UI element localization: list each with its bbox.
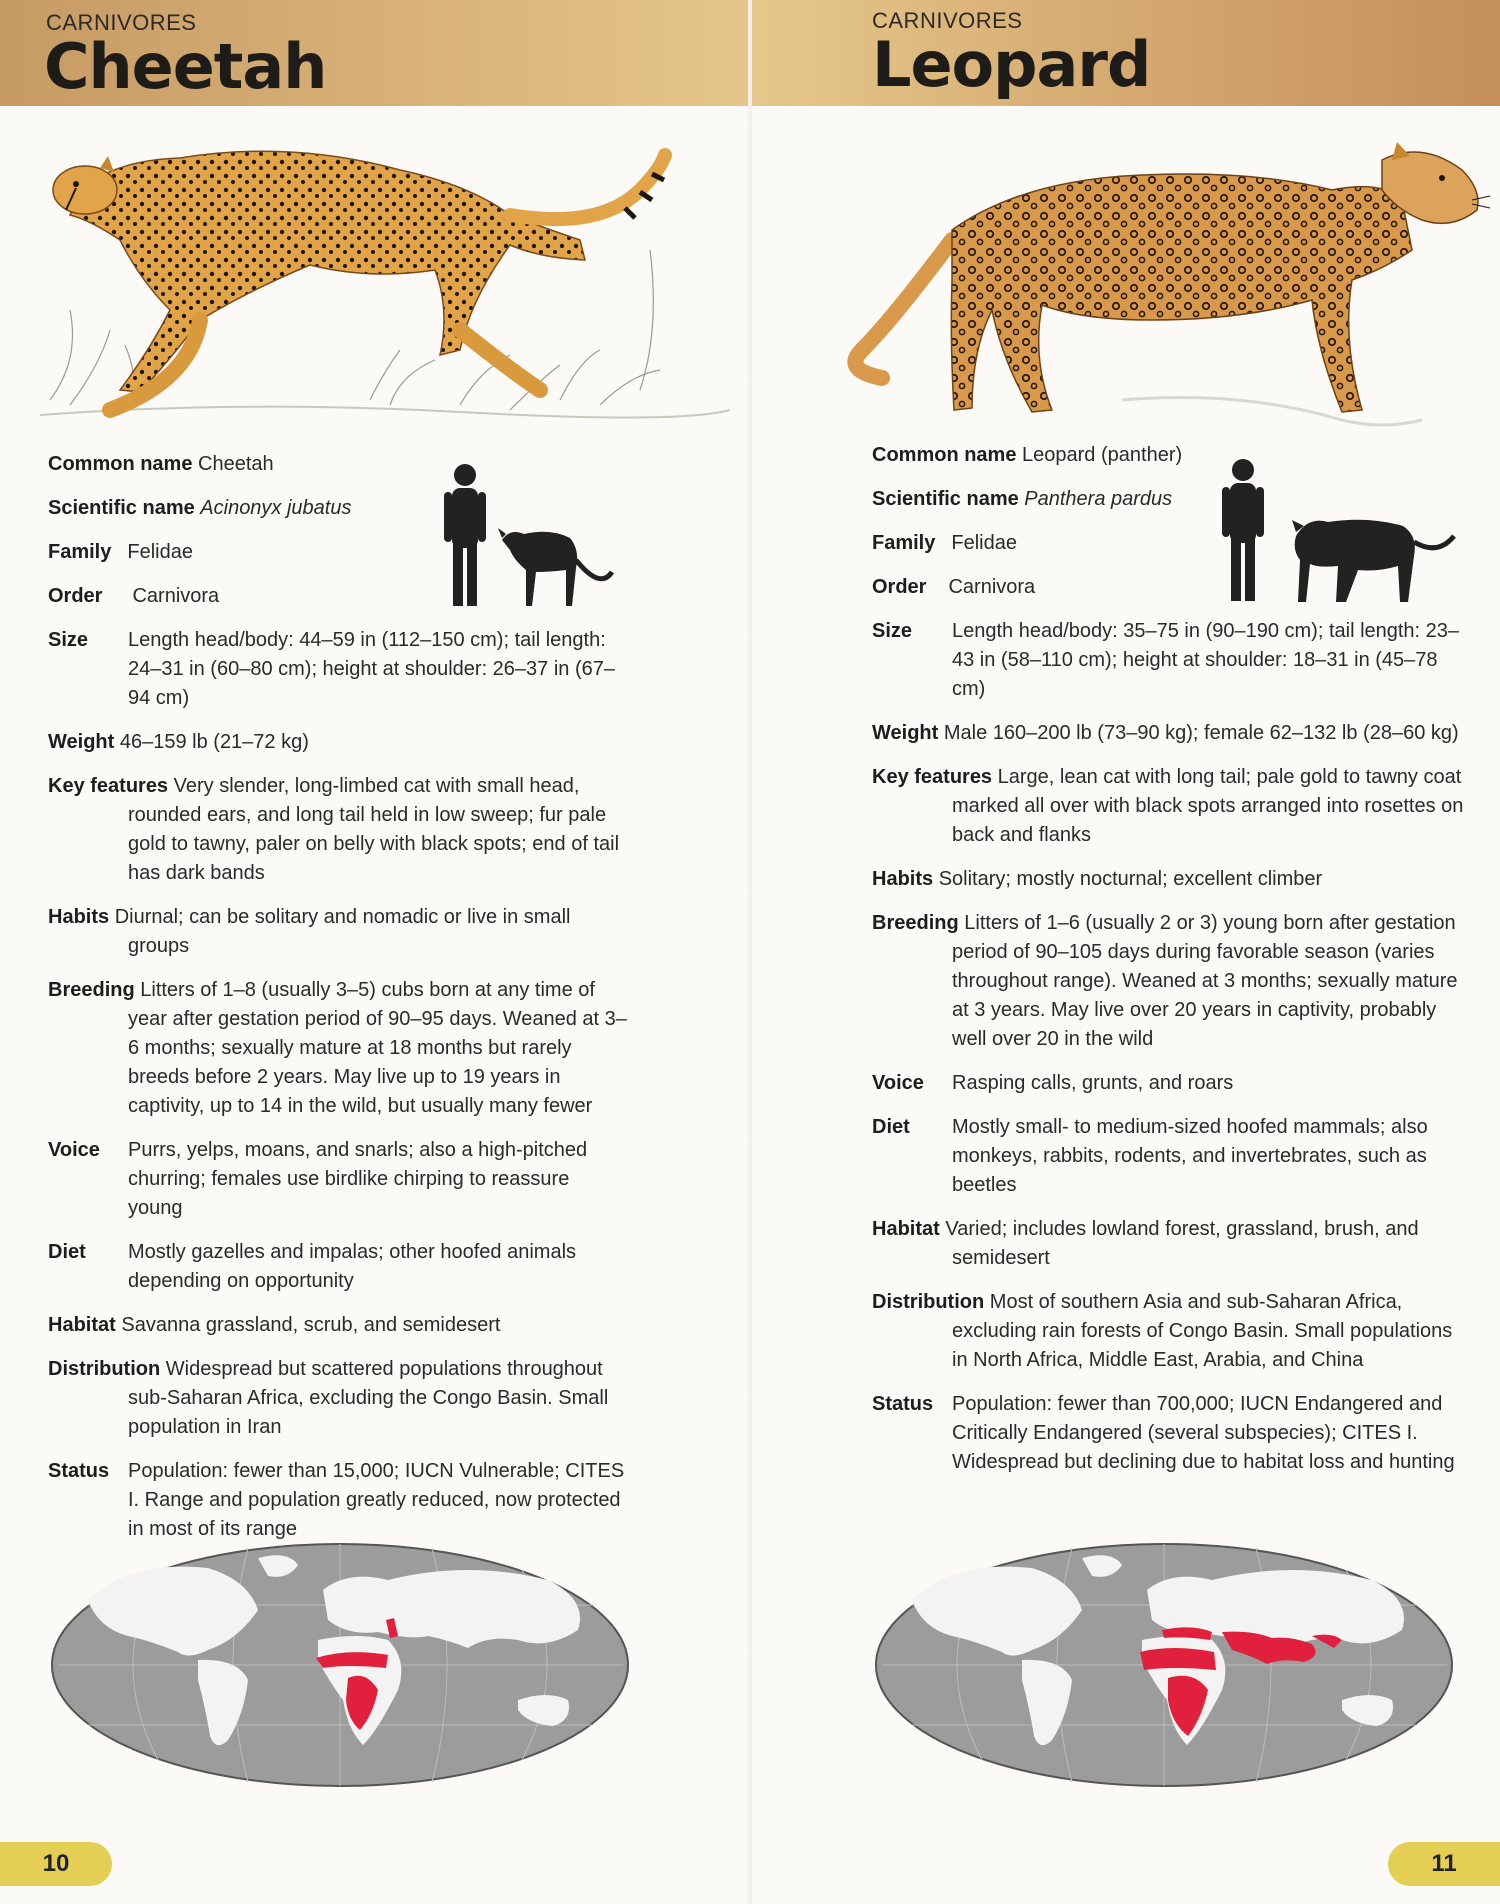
fact-distribution: Distribution Most of southern Asia and sub-Saharan Africa, excluding rain forests of Congo Basin. Small populations in North Africa, Middle East, Arabia, and China (872, 1291, 1453, 1371)
fact-habits: Habits Solitary; mostly nocturnal; excellent climber (872, 868, 1323, 890)
fact-weight: Weight Male 160–200 lb (73–90 kg); female 62–132 lb (28–60 kg) (872, 722, 1459, 744)
fact-breeding: Breeding Litters of 1–8 (usually 3–5) cubs born at any time of year after gestation period of 90–95 days. Weaned at 3–6 months; sexually mature at 18 months but rarely breeds before 2 years. May live up to 19 years in captivity, up to 14 in the wild, but usually many fewer (48, 979, 627, 1117)
fact-family: Family Felidae (872, 532, 1017, 554)
page-header (0, 0, 748, 106)
page-title: Leopard (872, 28, 1151, 101)
fact-family: Family Felidae (48, 541, 193, 563)
fact-size: Size Length head/body: 44–59 in (112–150 cm); tail length: 24–31 in (60–80 cm); height at shoulder: 26–37 in (67–94 cm) (48, 629, 616, 709)
fact-habitat: Habitat Savanna grassland, scrub, and semidesert (48, 1314, 501, 1336)
fact-diet: Diet Mostly gazelles and impalas; other hoofed animals depending on opportunity (48, 1241, 577, 1292)
fact-voice: Voice Rasping calls, grunts, and roars (872, 1072, 1234, 1094)
fact-breeding: Breeding Litters of 1–6 (usually 2 or 3) young born after gestation period of 90–105 days during favorable season (varies throughout range). Weaned at 3 months; sexually mature at 3 years. May live over 20 years in captivity, probably well over 20 in the wild (872, 912, 1458, 1050)
page-number: 11 (1388, 1842, 1500, 1886)
fact-scientific-name: Scientific name Acinonyx jubatus (48, 497, 352, 519)
fact-habitat: Habitat Varied; includes lowland forest, grassland, brush, and semidesert (872, 1218, 1419, 1269)
fact-status: Status Population: fewer than 700,000; IUCN Endangered and Critically Endangered (several subspecies); CITES I. Widespread but declining due to habitat loss and hunting (872, 1393, 1455, 1473)
fact-order: Order Carnivora (48, 585, 220, 607)
page-leopard (752, 0, 1500, 1904)
page-cheetah (0, 0, 748, 1904)
distribution-map-cheetah (48, 1540, 633, 1790)
fact-common-name: Common name Cheetah (48, 453, 274, 475)
fact-sheet (872, 441, 1472, 1492)
page-number: 10 (0, 1842, 112, 1886)
fact-size: Size Length head/body: 35–75 in (90–190 cm); tail length: 23–43 in (58–110 cm); height at shoulder: 18–31 in (45–78 cm) (872, 620, 1460, 700)
fact-status: Status Population: fewer than 15,000; IUCN Vulnerable; CITES I. Range and population greatly reduced, now protected in most of its range (48, 1460, 625, 1540)
fact-scientific-name: Scientific name Panthera pardus (872, 488, 1173, 510)
fact-voice: Voice Purrs, yelps, moans, and snarls; also a high-pitched churring; females use birdlike chirping to reassure young (48, 1139, 588, 1219)
fact-common-name: Common name Leopard (panther) (872, 444, 1183, 466)
page-header (752, 0, 1500, 106)
cheetah-illustration (40, 130, 730, 440)
page-title: Cheetah (44, 30, 327, 103)
fact-weight: Weight 46–159 lb (21–72 kg) (48, 731, 309, 753)
fact-key-features: Key features Very slender, long-limbed cat with small head, rounded ears, and long tail held in low sweep; fur pale gold to tawny, paler on belly with black spots; end of tail has dark bands (48, 775, 620, 884)
fact-sheet (48, 450, 628, 1559)
fact-key-features: Key features Large, lean cat with long tail; pale gold to tawny coat marked all over with black spots arranged into rosettes on back and flanks (872, 766, 1464, 846)
fact-distribution: Distribution Widespread but scattered populations throughout sub-Saharan Africa, excluding the Congo Basin. Small population in Iran (48, 1358, 609, 1438)
fact-order: Order Carnivora (872, 576, 1036, 598)
leopard-illustration (822, 120, 1492, 440)
fact-diet: Diet Mostly small- to medium-sized hoofed mammals; also monkeys, rabbits, rodents, and invertebrates, such as beetles (872, 1116, 1428, 1196)
category-label: CARNIVORES (872, 8, 1023, 33)
distribution-map-leopard (872, 1540, 1457, 1790)
category-label: CARNIVORES (46, 10, 197, 35)
fact-habits: Habits Diurnal; can be solitary and nomadic or live in small groups (48, 906, 571, 957)
